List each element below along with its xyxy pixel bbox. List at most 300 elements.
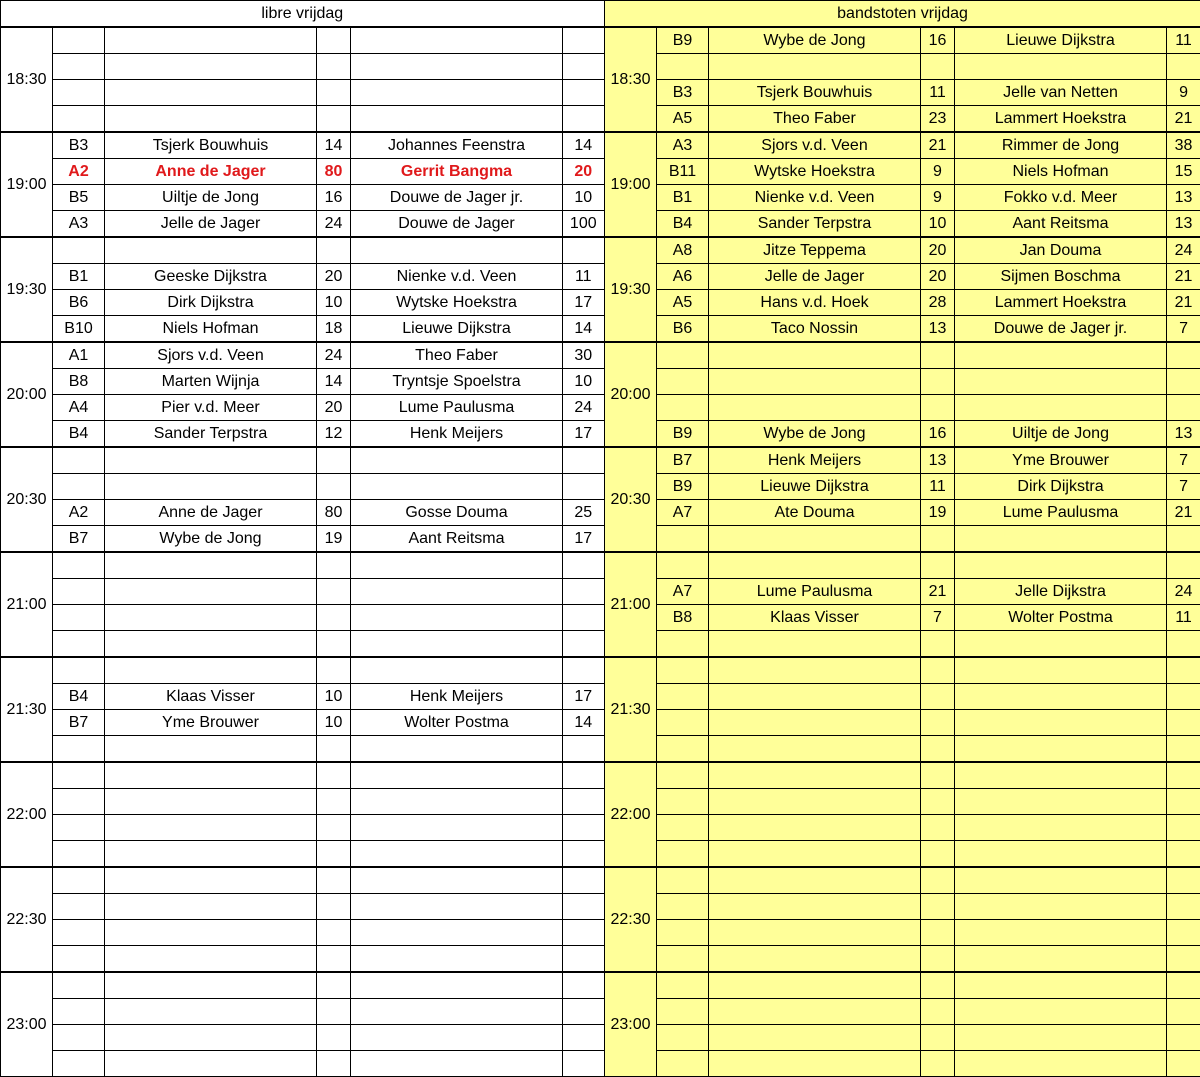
player-1-name-cell [105,920,317,946]
player-1-score-cell: 20 [317,395,351,421]
table-code-cell [53,54,105,80]
table-row [605,54,1200,80]
table-row [1,159,605,185]
table-code-cell [657,894,709,920]
table-code-cell [657,946,709,973]
player-1-name-cell [105,841,317,868]
player-1-score-cell: 13 [921,447,955,474]
player-2-score-cell [1167,1025,1200,1051]
player-2-name-cell [955,552,1167,579]
table-code-cell: A3 [657,132,709,159]
player-2-score-cell [563,867,605,894]
player-1-name-cell [709,946,921,973]
player-2-score-cell [563,920,605,946]
player-2-name-cell [351,841,563,868]
player-1-name-cell [105,447,317,474]
player-2-name-cell [955,999,1167,1025]
table-row [1,54,605,80]
table-row [605,526,1200,553]
table-code-cell: A4 [53,395,105,421]
player-1-name-cell: Wybe de Jong [105,526,317,553]
player-2-name-cell [351,631,563,658]
player-1-name-cell: Nienke v.d. Veen [709,185,921,211]
player-2-name-cell: Dirk Dijkstra [955,474,1167,500]
table-code-cell: B6 [53,290,105,316]
table-row [1,920,605,946]
player-2-name-cell: Tryntsje Spoelstra [351,369,563,395]
table-row [605,894,1200,920]
table-row [1,579,605,605]
player-2-name-cell [955,762,1167,789]
player-2-score-cell [1167,1051,1200,1077]
player-2-name-cell [955,841,1167,868]
player-2-score-cell: 9 [1167,80,1200,106]
player-2-score-cell [563,1051,605,1077]
time-slot-cell: 20:30 [605,447,657,552]
table-row [605,841,1200,868]
table-row [1,447,605,474]
table-row [1,631,605,658]
player-2-score-cell: 13 [1167,211,1200,238]
player-1-score-cell [921,369,955,395]
player-1-name-cell: Ate Douma [709,500,921,526]
player-2-name-cell [955,710,1167,736]
player-1-score-cell: 13 [921,316,955,343]
table-code-cell [53,920,105,946]
player-2-score-cell [1167,999,1200,1025]
player-2-score-cell [1167,684,1200,710]
player-1-score-cell [921,552,955,579]
player-1-name-cell [709,395,921,421]
player-1-score-cell [317,54,351,80]
player-1-name-cell: Klaas Visser [105,684,317,710]
player-1-score-cell [317,841,351,868]
player-1-score-cell [317,867,351,894]
band-title: bandstoten vrijdag [605,1,1200,28]
table-row [605,447,1200,474]
player-2-score-cell: 11 [563,264,605,290]
player-1-name-cell [105,1025,317,1051]
table-code-cell: A6 [657,264,709,290]
player-2-name-cell: Henk Meijers [351,421,563,448]
table-code-cell [657,342,709,369]
table-code-cell: B9 [657,27,709,54]
player-2-name-cell: Lammert Hoekstra [955,290,1167,316]
player-1-score-cell [317,762,351,789]
player-2-score-cell: 30 [563,342,605,369]
player-1-score-cell [317,736,351,763]
player-2-name-cell: Nienke v.d. Veen [351,264,563,290]
table-row [605,159,1200,185]
player-2-name-cell [351,106,563,133]
table-code-cell: B4 [53,421,105,448]
table-code-cell [53,657,105,684]
player-1-name-cell [105,54,317,80]
table-code-cell: A3 [53,211,105,238]
player-1-name-cell [709,867,921,894]
player-1-score-cell [921,762,955,789]
player-1-score-cell [921,631,955,658]
table-code-cell: B4 [657,211,709,238]
table-code-cell [53,80,105,106]
bandstoten-vrijdag-table [604,0,1200,1077]
player-2-score-cell [1167,736,1200,763]
player-1-name-cell: Theo Faber [709,106,921,133]
table-code-cell [657,867,709,894]
player-2-score-cell: 17 [563,421,605,448]
player-2-score-cell: 14 [563,316,605,343]
table-code-cell: A7 [657,500,709,526]
player-1-name-cell [709,54,921,80]
player-2-name-cell [955,1051,1167,1077]
table-row [1,395,605,421]
player-2-score-cell [1167,920,1200,946]
player-1-score-cell [921,815,955,841]
table-code-cell [53,237,105,264]
table-code-cell [53,867,105,894]
player-1-name-cell: Wytske Hoekstra [709,159,921,185]
player-2-score-cell [563,894,605,920]
player-1-name-cell: Anne de Jager [105,159,317,185]
player-2-name-cell: Wytske Hoekstra [351,290,563,316]
player-2-score-cell: 15 [1167,159,1200,185]
player-2-score-cell: 14 [563,132,605,159]
table-code-cell: B5 [53,185,105,211]
player-2-score-cell: 17 [563,526,605,553]
table-code-cell: B7 [53,526,105,553]
table-row [605,762,1200,789]
time-slot-cell: 19:00 [1,132,53,237]
table-code-cell [657,631,709,658]
table-code-cell [53,579,105,605]
table-code-cell [53,106,105,133]
player-1-name-cell [709,815,921,841]
libre-table-body [1,1,605,1077]
player-2-name-cell [351,1025,563,1051]
player-1-name-cell [709,552,921,579]
table-code-cell [657,789,709,815]
player-1-name-cell: Wybe de Jong [709,27,921,54]
table-row [1,106,605,133]
player-2-name-cell [351,579,563,605]
player-1-name-cell [105,736,317,763]
player-1-score-cell [317,27,351,54]
player-1-name-cell: Lieuwe Dijkstra [709,474,921,500]
player-2-score-cell: 38 [1167,132,1200,159]
player-2-score-cell: 7 [1167,447,1200,474]
player-1-score-cell [921,710,955,736]
player-2-name-cell: Aant Reitsma [351,526,563,553]
player-2-score-cell [563,631,605,658]
table-code-cell [657,920,709,946]
player-2-score-cell: 100 [563,211,605,238]
player-2-name-cell: Jelle van Netten [955,80,1167,106]
table-row [605,237,1200,264]
time-slot-cell: 21:00 [605,552,657,657]
table-code-cell [657,395,709,421]
player-2-score-cell [1167,710,1200,736]
player-2-name-cell [955,920,1167,946]
player-2-score-cell [1167,342,1200,369]
table-row [605,867,1200,894]
player-1-score-cell: 20 [921,237,955,264]
player-2-name-cell [955,526,1167,553]
player-2-name-cell [351,237,563,264]
player-2-name-cell [955,867,1167,894]
player-2-name-cell: Rimmer de Jong [955,132,1167,159]
player-1-score-cell [317,106,351,133]
table-row [1,684,605,710]
player-2-score-cell [1167,54,1200,80]
player-2-name-cell [351,946,563,973]
player-1-name-cell [105,657,317,684]
player-1-name-cell: Sander Terpstra [709,211,921,238]
table-row [605,264,1200,290]
player-2-name-cell [955,631,1167,658]
table-row [1,815,605,841]
table-code-cell [657,710,709,736]
player-2-score-cell [563,27,605,54]
table-row [605,946,1200,973]
player-1-score-cell: 28 [921,290,955,316]
player-2-name-cell [955,684,1167,710]
table-code-cell [657,552,709,579]
player-1-name-cell [105,237,317,264]
player-1-name-cell [105,762,317,789]
table-row [1,1025,605,1051]
table-row [605,1051,1200,1077]
player-2-score-cell [563,999,605,1025]
table-row [1,316,605,343]
table-row [1,894,605,920]
player-1-name-cell [105,106,317,133]
table-row [1,237,605,264]
table-row [605,500,1200,526]
player-1-score-cell: 10 [317,710,351,736]
player-1-score-cell [921,54,955,80]
table-code-cell: A2 [53,159,105,185]
player-2-score-cell [563,789,605,815]
time-slot-cell: 19:30 [605,237,657,342]
table-code-cell: A5 [657,106,709,133]
time-slot-cell: 20:00 [605,342,657,447]
table-row [605,631,1200,658]
player-2-score-cell: 10 [563,369,605,395]
player-1-score-cell [317,631,351,658]
table-code-cell: B11 [657,159,709,185]
time-slot-cell: 22:00 [605,762,657,867]
player-2-name-cell [351,1051,563,1077]
player-2-name-cell [955,894,1167,920]
table-row [1,80,605,106]
table-row [1,211,605,238]
table-row [1,290,605,316]
player-2-name-cell [351,27,563,54]
player-2-score-cell [1167,946,1200,973]
player-1-name-cell: Marten Wijnja [105,369,317,395]
player-1-name-cell [105,1051,317,1077]
player-2-name-cell: Lammert Hoekstra [955,106,1167,133]
table-code-cell [657,684,709,710]
player-2-score-cell [563,972,605,999]
player-2-name-cell [955,342,1167,369]
player-2-score-cell: 21 [1167,290,1200,316]
player-2-score-cell [1167,815,1200,841]
player-2-score-cell: 7 [1167,316,1200,343]
table-row [605,657,1200,684]
table-row [1,342,605,369]
player-1-score-cell: 80 [317,159,351,185]
player-2-name-cell [351,920,563,946]
table-row [605,684,1200,710]
table-code-cell: B3 [657,80,709,106]
player-1-name-cell [105,579,317,605]
time-slot-cell: 22:00 [1,762,53,867]
table-code-cell: B7 [657,447,709,474]
table-row [1,421,605,448]
player-2-score-cell [563,80,605,106]
player-2-name-cell [351,815,563,841]
player-2-score-cell: 24 [1167,237,1200,264]
player-2-name-cell: Johannes Feenstra [351,132,563,159]
player-1-name-cell: Tsjerk Bouwhuis [105,132,317,159]
player-1-score-cell [317,552,351,579]
player-2-score-cell [1167,894,1200,920]
table-code-cell [53,815,105,841]
player-1-score-cell: 24 [317,211,351,238]
player-1-score-cell [317,920,351,946]
player-1-name-cell: Geeske Dijkstra [105,264,317,290]
player-2-name-cell: Lieuwe Dijkstra [955,27,1167,54]
table-code-cell [53,605,105,631]
player-2-name-cell [351,894,563,920]
player-1-score-cell: 16 [317,185,351,211]
player-1-name-cell: Sjors v.d. Veen [105,342,317,369]
player-1-score-cell [921,684,955,710]
player-1-name-cell: Yme Brouwer [105,710,317,736]
table-row [1,841,605,868]
player-2-name-cell [351,447,563,474]
table-code-cell [657,972,709,999]
player-1-name-cell [105,605,317,631]
player-1-score-cell [921,736,955,763]
table-code-cell: A2 [53,500,105,526]
table-code-cell [53,27,105,54]
table-row [605,815,1200,841]
table-code-cell [53,1025,105,1051]
player-2-score-cell [563,579,605,605]
table-row [605,106,1200,133]
table-code-cell: A8 [657,237,709,264]
table-code-cell [53,631,105,658]
player-2-score-cell: 7 [1167,474,1200,500]
player-2-score-cell: 11 [1167,605,1200,631]
player-1-name-cell: Hans v.d. Hoek [709,290,921,316]
player-1-name-cell: Wybe de Jong [709,421,921,448]
table-row [605,605,1200,631]
player-2-score-cell [563,815,605,841]
time-slot-cell: 21:30 [1,657,53,762]
time-slot-cell: 20:00 [1,342,53,447]
player-2-score-cell [563,762,605,789]
table-row [605,316,1200,343]
player-2-name-cell: Lume Paulusma [351,395,563,421]
table-code-cell [657,762,709,789]
table-row [605,474,1200,500]
libre-title: libre vrijdag [1,1,605,28]
player-1-name-cell [709,710,921,736]
player-2-name-cell [955,54,1167,80]
player-1-score-cell: 19 [317,526,351,553]
player-2-score-cell [1167,369,1200,395]
time-slot-cell: 22:30 [1,867,53,972]
player-2-score-cell [1167,789,1200,815]
time-slot-cell: 23:00 [605,972,657,1077]
player-2-score-cell: 24 [563,395,605,421]
table-row [1,264,605,290]
player-2-name-cell [955,789,1167,815]
player-1-name-cell [105,867,317,894]
player-2-name-cell [351,552,563,579]
player-2-score-cell [563,552,605,579]
table-row [605,552,1200,579]
time-slot-cell: 18:30 [605,27,657,132]
player-2-name-cell [955,972,1167,999]
player-2-score-cell [1167,631,1200,658]
player-1-score-cell [317,474,351,500]
player-1-score-cell: 7 [921,605,955,631]
player-1-name-cell [709,999,921,1025]
player-1-score-cell [921,999,955,1025]
table-row [1,999,605,1025]
time-slot-cell: 20:30 [1,447,53,552]
table-row [1,185,605,211]
table-code-cell [53,762,105,789]
player-2-name-cell [351,605,563,631]
player-1-name-cell [105,972,317,999]
player-1-score-cell [921,789,955,815]
player-1-score-cell [317,237,351,264]
player-1-score-cell: 9 [921,185,955,211]
player-1-score-cell: 11 [921,474,955,500]
player-2-score-cell [1167,972,1200,999]
table-code-cell [53,474,105,500]
table-row [1,972,605,999]
player-1-name-cell: Tsjerk Bouwhuis [709,80,921,106]
player-2-score-cell [563,605,605,631]
player-2-name-cell [351,999,563,1025]
time-slot-cell: 19:00 [605,132,657,237]
player-1-score-cell [317,894,351,920]
player-2-name-cell [351,867,563,894]
player-1-name-cell: Klaas Visser [709,605,921,631]
table-row [605,736,1200,763]
player-2-score-cell: 17 [563,290,605,316]
table-row [1,946,605,973]
table-code-cell: B9 [657,421,709,448]
table-code-cell [53,447,105,474]
player-1-name-cell [709,841,921,868]
player-1-score-cell [921,657,955,684]
player-2-score-cell [563,657,605,684]
player-2-score-cell: 14 [563,710,605,736]
table-row [605,1025,1200,1051]
player-1-score-cell: 19 [921,500,955,526]
table-row [605,710,1200,736]
table-row [1,369,605,395]
player-2-score-cell [563,237,605,264]
player-1-score-cell [317,999,351,1025]
